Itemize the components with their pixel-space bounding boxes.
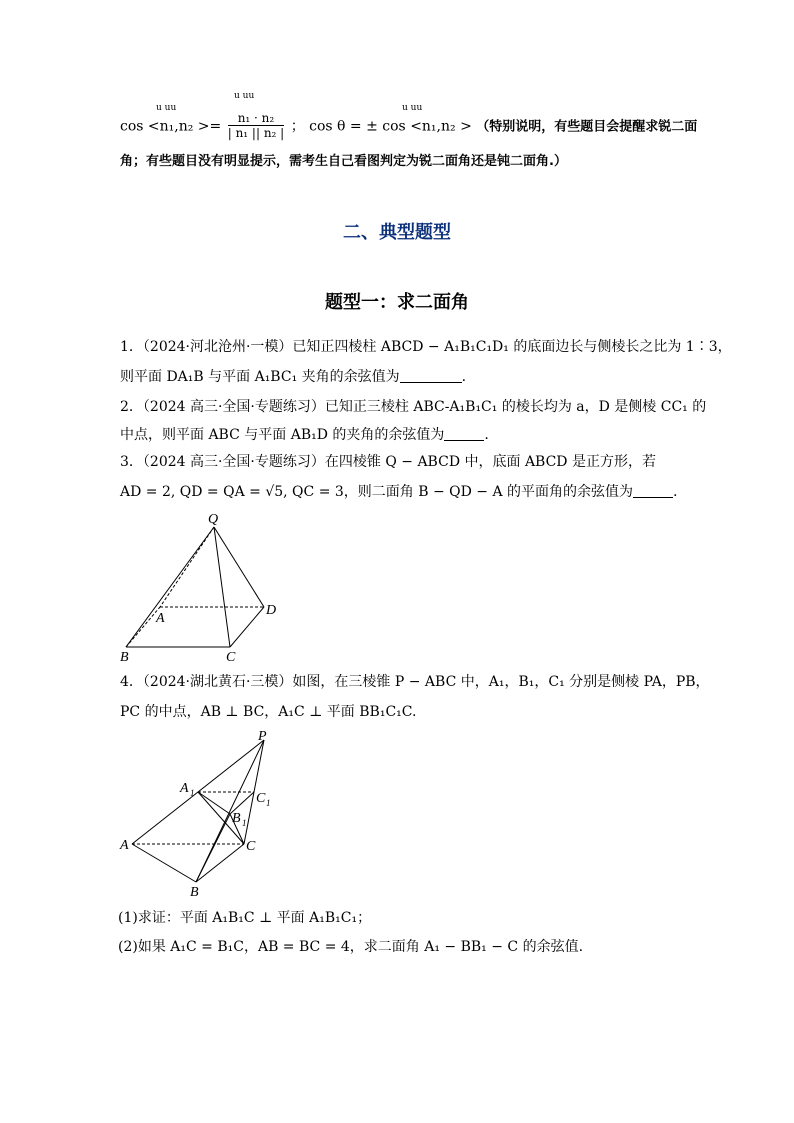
fraction-denominator: | n₁ || n₂ | <box>227 126 285 140</box>
problem-4-question-1: (1)求证：平面 A₁B₁C ⊥ 平面 A₁B₁C₁； <box>118 910 372 926</box>
edge-QB <box>126 527 214 647</box>
label-B1: B <box>232 811 241 826</box>
formula-note-continued: 角；有些题目没有明显提示，需考生自己看图判定为锐二面角还是钝二面角.） <box>120 154 567 169</box>
label-A: A <box>120 838 129 853</box>
problem-4-question-2: (2)如果 A₁C = B₁C，AB = BC = 4，求二面角 A₁ − BB₁ − C 的余弦值. <box>118 939 584 955</box>
edge-QA <box>160 527 214 607</box>
vector-arrow-marks: u uu <box>156 103 177 113</box>
problem-2-line-1: 2．（2024 高三·全国·专题练习）已知正三棱柱 ABC-A₁B₁C₁ 的棱长均为 a，D 是侧棱 CC₁ 的 <box>120 399 707 415</box>
problem-1-line-1: 1．（2024·河北沧州·一模）已知正四棱柱 ABCD − A₁B₁C₁D₁ 的底面边长与侧棱长之比为 1∶3， <box>120 339 732 355</box>
period: . <box>673 484 678 500</box>
formula-line <box>120 112 697 141</box>
label-C1-sub: 1 <box>266 798 271 808</box>
fraction-numerator: n₁ · n₂ <box>228 111 285 126</box>
tripyramid-figure <box>114 728 284 900</box>
label-A: A <box>156 611 165 626</box>
problem-1-text: 则平面 DA₁B 与平面 A₁BC₁ 夹角的余弦值为 <box>120 369 400 385</box>
section-title: 二、典型题型 <box>343 222 451 243</box>
label-B: B <box>120 650 129 665</box>
period: . <box>461 369 467 385</box>
label-C1: C <box>256 791 266 806</box>
problem-3-text: AD = 2, QD = QA = √5, QC = 3，则二面角 B − QD − A 的平面角的余弦值为 <box>120 484 634 500</box>
edge-QD <box>214 527 264 607</box>
problem-2-line-2 <box>120 425 489 445</box>
edge-AB <box>132 844 196 882</box>
vector-arrow-marks-rhs: u uu <box>402 103 423 113</box>
label-B1-sub: 1 <box>242 818 247 828</box>
formula-separator: ； <box>290 118 305 135</box>
edge-CD <box>230 607 264 647</box>
label-A1: A <box>180 781 189 796</box>
label-C: C <box>226 650 236 665</box>
formula-note: （特别说明，有些题目会提醒求锐二面 <box>476 119 698 135</box>
label-P: P <box>258 729 267 744</box>
label-A1-sub: 1 <box>190 788 195 798</box>
subsection-title: 题型一：求二面角 <box>325 292 469 313</box>
cos-lhs: cos <n₁,n₂ >= <box>120 118 222 135</box>
problem-2-text: 中点，则平面 ABC 与平面 AB₁D 的夹角的余弦值为 <box>120 427 445 443</box>
vector-arrow-marks-num: u uu <box>234 91 255 101</box>
problem-4-line-1: 4．（2024·湖北黄石·三模）如图，在三棱锥 P − ABC 中，A₁，B₁，C₁ 分别是侧棱 PA，PB， <box>120 674 710 690</box>
cos-theta: cos θ = ± cos <n₁,n₂ > <box>309 118 472 135</box>
answer-blank-3[interactable] <box>633 483 673 498</box>
label-B: B <box>190 885 199 900</box>
label-C: C <box>246 839 256 854</box>
problem-3-line-1: 3．（2024 高三·全国·专题练习）在四棱锥 Q − ABCD 中，底面 ABCD 是正方形，若 <box>120 454 656 470</box>
label-D: D <box>266 603 277 618</box>
pyramid-figure <box>112 508 292 668</box>
edge-B1B <box>196 814 230 882</box>
cos-fraction <box>228 111 285 140</box>
edge-BC <box>196 844 244 882</box>
problem-3-line-2 <box>120 482 678 502</box>
answer-blank-1[interactable] <box>400 368 462 383</box>
edge-BA <box>126 607 160 647</box>
label-Q: Q <box>208 512 219 527</box>
answer-blank-2[interactable] <box>444 426 484 441</box>
problem-4-line-2: PC 的中点，AB ⊥ BC，A₁C ⊥ 平面 BB₁C₁C. <box>120 704 417 720</box>
edge-QC <box>214 527 230 647</box>
period: . <box>484 427 489 443</box>
problem-1-line-2 <box>120 367 466 387</box>
